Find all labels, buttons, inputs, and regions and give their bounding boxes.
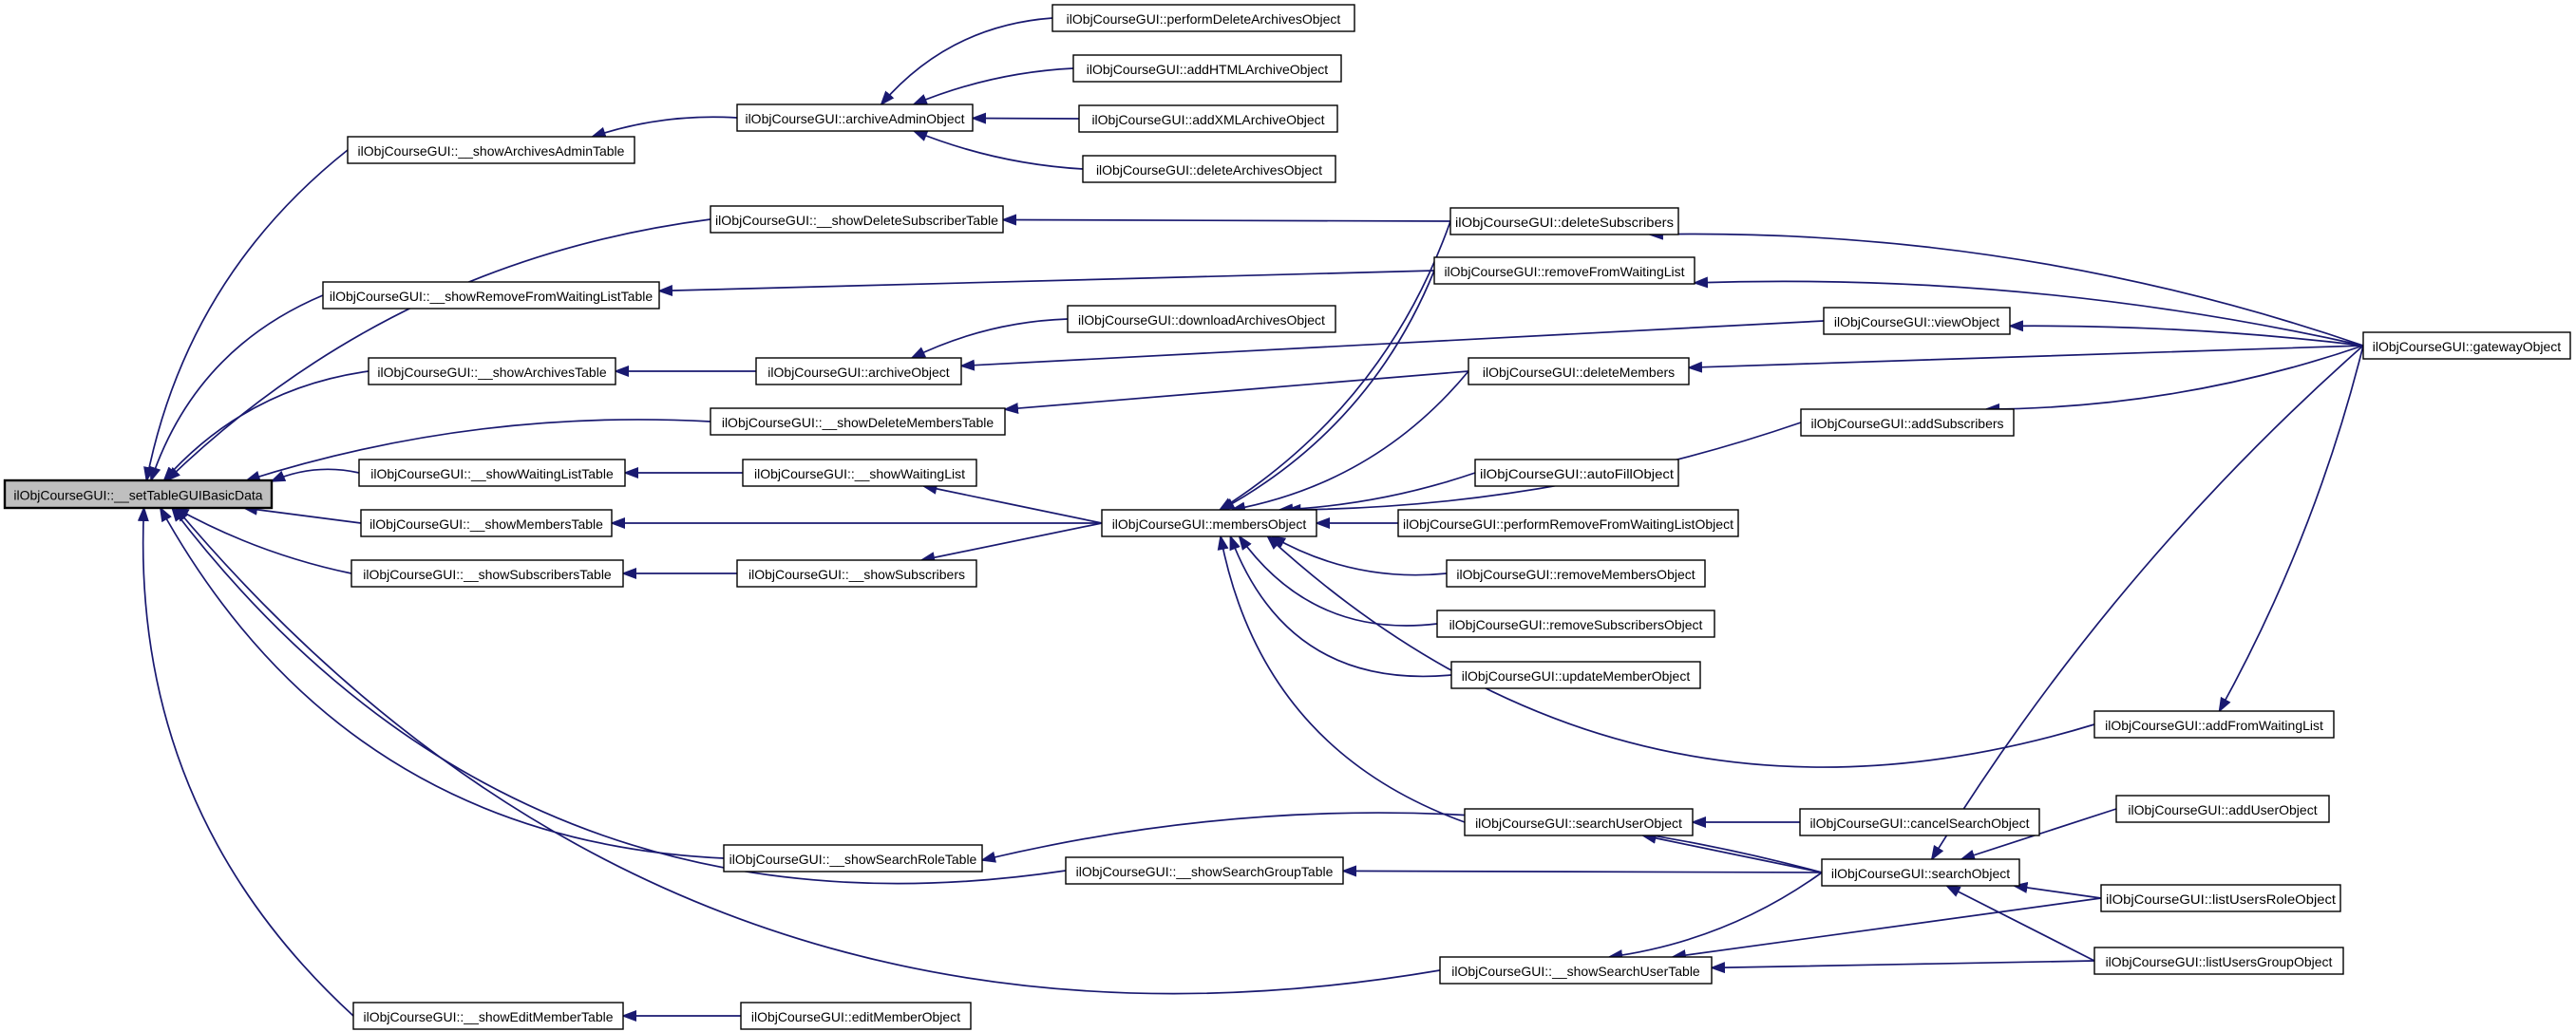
node-add-h-t-m-l-archive-object[interactable] <box>1073 55 1341 82</box>
node-show-edit-member-table[interactable] <box>353 1003 623 1029</box>
function-label: ilObjCourseGUI::__showRemoveFromWaitingListTable <box>329 289 653 304</box>
function-label: ilObjCourseGUI::searchObject <box>1830 866 2011 881</box>
node-edit-member-object[interactable] <box>741 1003 971 1029</box>
function-label: ilObjCourseGUI::__showSubscribers <box>748 567 965 582</box>
node-show-delete-subscriber-table[interactable] <box>710 206 1003 233</box>
function-label: ilObjCourseGUI::performDeleteArchivesObject <box>1066 11 1341 27</box>
node-search-user-object[interactable] <box>1465 809 1693 835</box>
function-label: ilObjCourseGUI::removeFromWaitingList <box>1444 264 1685 279</box>
node-delete-subscribers[interactable] <box>1450 208 1678 235</box>
function-label: ilObjCourseGUI::editMemberObject <box>750 1009 961 1024</box>
node-delete-archives-object[interactable] <box>1083 156 1335 182</box>
function-label: ilObjCourseGUI::viewObject <box>1833 314 2000 329</box>
node-show-subscribers[interactable] <box>737 560 976 587</box>
node-show-delete-members-table[interactable] <box>710 408 1005 435</box>
edge-gateway-object-to-delete-members <box>1689 346 2363 367</box>
node-archive-object[interactable] <box>756 358 961 385</box>
node-show-waiting-list-table[interactable] <box>359 460 625 486</box>
edge-download-archives-object-to-archive-object <box>912 319 1068 358</box>
function-label: ilObjCourseGUI::listUsersGroupObject <box>2105 954 2333 969</box>
edge-remove-subscribers-object-to-members-object <box>1240 536 1437 626</box>
edge-delete-members-to-show-delete-members-table <box>1005 371 1468 409</box>
function-label: ilObjCourseGUI::deleteArchivesObject <box>1095 162 1323 178</box>
node-archive-admin-object[interactable] <box>737 104 973 131</box>
edge-search-object-to-search-user-object <box>1643 835 1822 873</box>
edge-search-object-to-show-search-user-table <box>1609 873 1822 957</box>
node-show-waiting-list[interactable] <box>743 460 976 486</box>
function-label: ilObjCourseGUI::addFromWaitingList <box>2105 718 2323 733</box>
edge-show-waiting-list-table-to-set <box>272 469 359 481</box>
function-label: ilObjCourseGUI::__showArchivesTable <box>377 365 607 380</box>
edge-show-delete-subscriber-table-to-set <box>167 219 710 480</box>
node-members-object[interactable] <box>1102 510 1316 536</box>
edge-list-users-role-object-to-show-search-user-table <box>1673 898 2101 957</box>
function-label: ilObjCourseGUI::deleteMembers <box>1482 365 1676 380</box>
node-show-members-table[interactable] <box>361 510 612 536</box>
function-label: ilObjCourseGUI::removeSubscribersObject <box>1449 617 1703 632</box>
edge-show-remove-from-waiting-list-table-to-set <box>151 295 323 480</box>
node-perform-remove-from-waiting-list-object[interactable] <box>1398 510 1738 536</box>
function-label: ilObjCourseGUI::__showSearchGroupTable <box>1075 864 1334 879</box>
function-label: ilObjCourseGUI::updateMemberObject <box>1461 668 1691 684</box>
function-label: ilObjCourseGUI::searchUserObject <box>1475 816 1682 831</box>
function-label: ilObjCourseGUI::addSubscribers <box>1810 416 2004 431</box>
edge-update-member-object-to-members-object <box>1230 536 1451 676</box>
edge-delete-subscribers-to-members-object <box>1220 221 1450 510</box>
node-add-x-m-l-archive-object[interactable] <box>1079 105 1337 132</box>
function-label: ilObjCourseGUI::__showSubscribersTable <box>363 567 612 582</box>
edge-show-archives-table-to-set <box>164 371 369 480</box>
node-remove-members-object[interactable] <box>1447 560 1705 587</box>
edge-delete-members-to-members-object <box>1232 371 1468 510</box>
node-show-archives-table[interactable] <box>369 358 616 385</box>
node-add-from-waiting-list[interactable] <box>2094 711 2334 738</box>
function-label: ilObjCourseGUI::archiveObject <box>767 365 950 380</box>
node-list-users-role-object[interactable] <box>2101 885 2340 911</box>
node-set[interactable] <box>5 480 272 508</box>
function-label: ilObjCourseGUI::listUsersRoleObject <box>2106 891 2337 907</box>
node-show-subscribers-table[interactable] <box>351 560 623 587</box>
function-label: ilObjCourseGUI::cancelSearchObject <box>1809 816 2030 831</box>
edge-list-users-group-object-to-search-object <box>1947 886 2095 961</box>
node-show-search-group-table[interactable] <box>1066 857 1343 884</box>
node-layer <box>5 5 2570 1029</box>
node-show-remove-from-waiting-list-table[interactable] <box>323 282 659 309</box>
node-show-search-role-table[interactable] <box>724 845 982 872</box>
node-show-search-user-table[interactable] <box>1440 957 1712 984</box>
function-label: ilObjCourseGUI::addHTMLArchiveObject <box>1086 62 1329 77</box>
edge-gateway-object-to-add-subscribers <box>1986 346 2363 409</box>
edge-show-members-table-to-set <box>244 508 361 523</box>
function-label: ilObjCourseGUI::addXMLArchiveObject <box>1091 112 1325 127</box>
function-label: ilObjCourseGUI::membersObject <box>1111 516 1307 532</box>
node-remove-from-waiting-list[interactable] <box>1434 257 1695 284</box>
node-gateway-object[interactable] <box>2363 332 2570 359</box>
node-download-archives-object[interactable] <box>1068 306 1335 332</box>
node-perform-delete-archives-object[interactable] <box>1052 5 1354 31</box>
edge-remove-members-object-to-members-object <box>1272 536 1447 575</box>
function-label: ilObjCourseGUI::__showMembersTable <box>369 516 603 532</box>
node-add-subscribers[interactable] <box>1801 409 2014 436</box>
node-show-archives-admin-table[interactable] <box>348 137 635 163</box>
edge-list-users-role-object-to-search-object <box>2015 886 2102 898</box>
node-auto-fill-object[interactable] <box>1475 460 1678 486</box>
edge-remove-from-waiting-list-to-show-remove-from-waiting-list-table <box>659 271 1434 291</box>
node-view-object[interactable] <box>1824 308 2010 334</box>
edge-list-users-group-object-to-show-search-user-table <box>1712 961 2094 967</box>
function-label: ilObjCourseGUI::addUserObject <box>2128 802 2318 817</box>
edge-perform-delete-archives-object-to-archive-admin-object <box>881 18 1052 104</box>
function-label: ilObjCourseGUI::__showWaitingList <box>753 466 966 481</box>
edge-gateway-object-to-add-from-waiting-list <box>2220 346 2364 711</box>
node-search-object[interactable] <box>1822 859 2019 886</box>
edge-members-object-to-show-waiting-list <box>923 486 1102 523</box>
function-label: ilObjCourseGUI::__showDeleteSubscriberTable <box>715 213 999 228</box>
function-label: ilObjCourseGUI::gatewayObject <box>2372 339 2562 354</box>
function-label: ilObjCourseGUI::__showWaitingListTable <box>370 466 614 481</box>
edge-show-edit-member-table-to-set <box>143 508 353 1016</box>
function-label: ilObjCourseGUI::__setTableGUIBasicData <box>13 487 263 503</box>
function-label: ilObjCourseGUI::__showSearchUserTable <box>1451 964 1700 979</box>
node-remove-subscribers-object[interactable] <box>1437 610 1714 637</box>
node-update-member-object[interactable] <box>1451 662 1700 688</box>
function-label: ilObjCourseGUI::__showSearchRoleTable <box>729 852 977 867</box>
edge-search-user-object-to-members-object <box>1221 536 1465 822</box>
edge-delete-subscribers-to-show-delete-subscriber-table <box>1003 220 1450 222</box>
function-label: ilObjCourseGUI::removeMembersObject <box>1456 567 1695 582</box>
function-label: ilObjCourseGUI::__showArchivesAdminTable <box>357 143 625 159</box>
edge-delete-archives-object-to-archive-admin-object <box>914 131 1083 169</box>
node-add-user-object[interactable] <box>2116 796 2329 822</box>
edge-add-x-m-l-archive-object-to-archive-admin-object <box>973 119 1079 120</box>
function-label: ilObjCourseGUI::autoFillObject <box>1480 466 1675 481</box>
edge-search-object-to-show-search-group-table <box>1343 871 1822 873</box>
node-cancel-search-object[interactable] <box>1800 809 2039 835</box>
function-label: ilObjCourseGUI::performRemoveFromWaitingListObject <box>1403 516 1734 532</box>
node-list-users-group-object[interactable] <box>2094 948 2343 974</box>
edge-auto-fill-object-to-members-object <box>1279 473 1475 510</box>
function-label: ilObjCourseGUI::__showDeleteMembersTable <box>721 415 994 430</box>
edge-members-object-to-show-subscribers <box>921 523 1102 560</box>
node-delete-members[interactable] <box>1468 358 1689 385</box>
function-label: ilObjCourseGUI::archiveAdminObject <box>745 111 965 126</box>
edge-add-h-t-m-l-archive-object-to-archive-admin-object <box>914 68 1073 104</box>
function-label: ilObjCourseGUI::__showEditMemberTable <box>363 1009 614 1024</box>
edge-archive-admin-object-to-show-archives-admin-table <box>593 117 737 137</box>
edge-show-archives-admin-table-to-set <box>146 150 348 480</box>
function-label: ilObjCourseGUI::deleteSubscribers <box>1455 215 1674 230</box>
function-label: ilObjCourseGUI::downloadArchivesObject <box>1078 312 1325 328</box>
